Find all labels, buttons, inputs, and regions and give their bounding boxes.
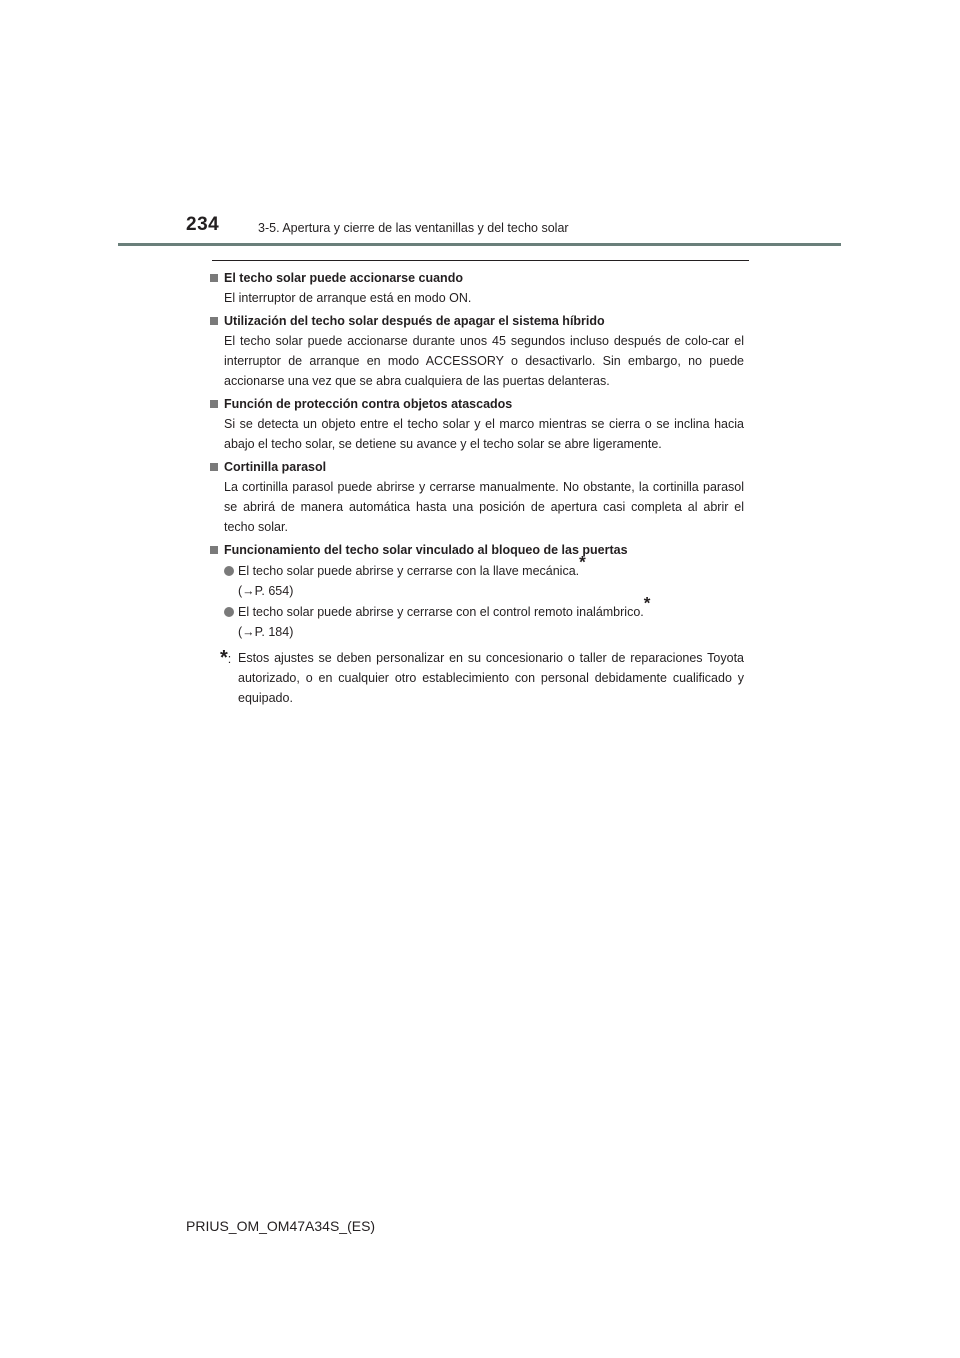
- section-header-title: 3-5. Apertura y cierre de las ventanillas y del techo solar: [258, 221, 569, 235]
- page-reference-link[interactable]: (→P. 184): [238, 625, 294, 639]
- circle-bullet-icon: [224, 607, 234, 617]
- section-heading: [210, 268, 744, 288]
- section-after-shutdown: [210, 311, 744, 391]
- footnote-asterisk: *: [220, 647, 228, 669]
- section-door-lock-link: [210, 540, 744, 642]
- list-item-text: El techo solar puede abrirse y cerrarse con el control remoto inalámbrico.: [238, 605, 644, 619]
- section-heading: [210, 540, 744, 560]
- circle-bullet-icon: [224, 566, 234, 576]
- section-jam-protection: [210, 394, 744, 454]
- list-item: [210, 593, 744, 642]
- square-bullet-icon: [210, 317, 218, 325]
- footnote-mark: [220, 648, 231, 669]
- list-item: [210, 552, 744, 601]
- footnote-marker: *: [643, 593, 651, 613]
- square-bullet-icon: [210, 274, 218, 282]
- section-start-conditions: [210, 268, 744, 308]
- section-heading-text: Utilización del techo solar después de apagar el sistema híbrido: [224, 314, 605, 328]
- section-heading: [210, 457, 744, 477]
- section-body: El techo solar puede accionarse durante unos 45 segundos incluso después de colo-car el interruptor de arranque en modo ACCESSORY o desactivarlo. Sin embargo, no puede accionarse una vez que se abra cualquiera de las puertas delanteras.: [224, 334, 744, 388]
- section-heading: [210, 394, 744, 414]
- section-heading-text: El techo solar puede accionarse cuando: [224, 271, 463, 285]
- section-heading-text: Cortinilla parasol: [224, 460, 327, 474]
- section-heading-text: Funcionamiento del techo solar vinculado al bloqueo de las puertas: [224, 543, 628, 557]
- section-heading-text: Función de protección contra objetos atascados: [224, 397, 513, 411]
- page-reference-link[interactable]: (→P. 654): [238, 584, 294, 598]
- list-item-text: El techo solar puede abrirse y cerrarse con la llave mecánica.: [238, 564, 580, 578]
- section-body: El interruptor de arranque está en modo ON.: [224, 291, 472, 305]
- document-code: PRIUS_OM_OM47A34S_(ES): [186, 1218, 376, 1234]
- square-bullet-icon: [210, 400, 218, 408]
- section-body: La cortinilla parasol puede abrirse y cerrarse manualmente. No obstante, la cortinilla parasol se abrirá de manera automática hasta una posición de apertura casi completa al abrir el techo solar.: [224, 480, 744, 534]
- footnote-colon: :: [227, 652, 232, 666]
- section-body: Si se detecta un objeto entre el techo solar y el marco mientras se cierra o se inclina hacia abajo el techo solar, se detiene su avance y el techo solar se abre ligeramente.: [224, 417, 744, 451]
- footnote-marker: *: [579, 552, 586, 572]
- square-bullet-icon: [210, 463, 218, 471]
- section-heading: [210, 311, 744, 331]
- footnote: [210, 648, 744, 708]
- section-sunshade: [210, 457, 744, 537]
- footnote-text: Estos ajustes se deben personalizar en su concesionario o taller de reparaciones Toyota autorizado, o en cualquier otro establecimiento con personal debidamente cualificado y equipado.: [238, 651, 744, 705]
- square-bullet-icon: [210, 546, 218, 554]
- page-number: 234: [186, 214, 220, 235]
- header-divider: [118, 243, 841, 246]
- page-content: [210, 268, 744, 708]
- section-divider: [212, 260, 749, 261]
